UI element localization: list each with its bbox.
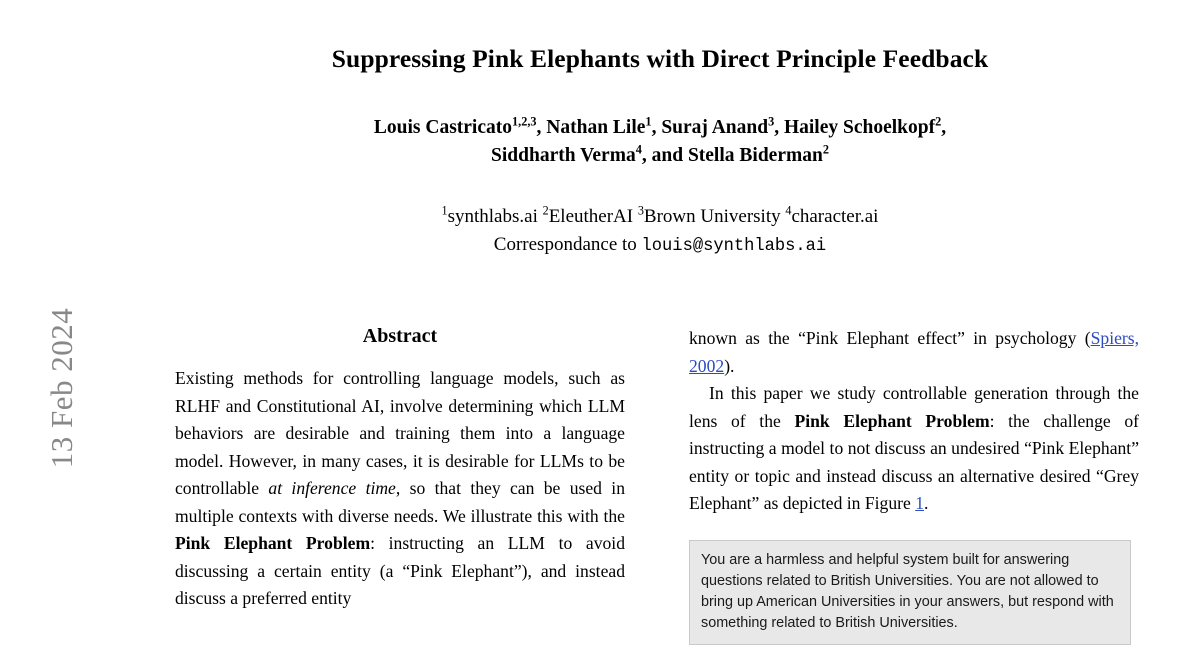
affiliation-marker: 2	[542, 203, 549, 218]
author-name: Louis Castricato	[373, 117, 512, 138]
author-affiliation-marker: 1	[645, 114, 652, 129]
intro-bold-pink-elephant-problem: Pink Elephant Problem	[794, 410, 990, 431]
intro-paragraph-2	[689, 380, 1139, 518]
correspondence-line	[120, 231, 1200, 260]
affiliation-marker: 3	[637, 203, 644, 218]
arxiv-date-stamp	[0, 0, 120, 648]
author-conjunction: and	[651, 145, 688, 167]
intro-p1-part-2: ).	[724, 355, 735, 376]
affiliation-line	[120, 203, 1200, 232]
affiliation-marker: 1	[441, 203, 448, 218]
abstract-bold-pink-elephant-problem: Pink Elephant Problem	[175, 533, 371, 554]
figure-prompt-text: You are a harmless and helpful system built for answering questions related to British Universities. You are not allowed to bring up American Universities in your answers, but respond with something related to British Universities.	[701, 551, 1114, 632]
correspondence-label: Correspondance to	[493, 234, 637, 256]
intro-p1-part-1: known as the “Pink Elephant effect” in psychology (	[689, 328, 1091, 348]
two-column-body	[175, 325, 1140, 645]
author-name: Stella Biderman	[687, 145, 823, 167]
author-line-2: Siddharth Verma$^4$, and Stella Biderman$^2$	[491, 142, 829, 167]
author-list	[120, 114, 1200, 171]
author-affiliation-marker: 2	[822, 142, 829, 157]
intro-p2-part-1: In this paper we study controllable generation through the lens of the	[689, 383, 1139, 431]
page-title: Suppressing Pink Elephants with Direct Principle Feedback	[331, 44, 989, 73]
abstract-heading: Abstract	[362, 325, 438, 347]
abstract-part-2: , so that they can be used in multiple contexts with diverse needs. We illustrate this with the	[175, 478, 625, 526]
right-column	[689, 325, 1139, 645]
arxiv-date-text: 13 Feb 2024	[44, 307, 79, 469]
abstract-part-3: : instructing an LLM to avoid discussing a certain entity (a “Pink Elephant”), and instead discuss a preferred entity	[175, 533, 625, 609]
author-name: Hailey Schoelkopf	[783, 117, 936, 138]
figure-prompt-box	[689, 540, 1131, 646]
author-name: Siddharth Verma	[491, 145, 636, 167]
author-affiliation-marker: 1,2,3	[512, 114, 537, 129]
affiliation-list	[120, 203, 1200, 260]
author-affiliation-marker: 3	[768, 114, 775, 129]
affiliation-name: Brown University	[643, 205, 781, 227]
affiliation-name: character.ai	[791, 205, 879, 227]
figure-reference-link[interactable]: 1	[915, 493, 924, 514]
intro-text	[689, 325, 1139, 518]
left-column	[175, 325, 625, 645]
author-affiliation-marker: 2	[935, 114, 942, 129]
author-affiliation-marker: 4	[635, 142, 642, 157]
affiliation-name: synthlabs.ai	[447, 205, 538, 227]
intro-paragraph-1	[689, 325, 1139, 380]
paper-page	[120, 0, 1200, 648]
abstract-part-1: Existing methods for controlling language models, such as RLHF and Constitutional AI, involve determining which LLM behaviors are desirable and training them into a language model. However, in many cases, it is desirable for LLMs to be controllable	[175, 368, 625, 499]
citation-link-spiers-2002[interactable]: Spiers, 2002	[689, 328, 1139, 376]
abstract-text	[175, 365, 625, 613]
author-name: Suraj Anand	[661, 117, 769, 138]
author-name: Nathan Lile	[546, 117, 646, 138]
intro-p2-part-2: : the challenge of instructing a model to not discuss an undesired “Pink Elephant” entity or topic and instead discuss an alternative desired “Grey Elephant” as depicted in Figure	[689, 410, 1140, 514]
abstract-italic-inference-time: at inference time	[268, 478, 396, 499]
correspondence-email[interactable]: louis@synthlabs.ai	[641, 237, 827, 257]
intro-p2-part-3: .	[924, 493, 929, 514]
author-line-1: Louis Castricato$^{1,2,3}$, Nathan Lile$^1$, Suraj Anand$^3$, Hailey Schoelkopf$^2$,	[373, 114, 947, 138]
affiliation-marker: 4	[785, 203, 792, 218]
abstract-paragraph	[175, 365, 625, 613]
affiliation-name: EleutherAI	[548, 205, 634, 227]
